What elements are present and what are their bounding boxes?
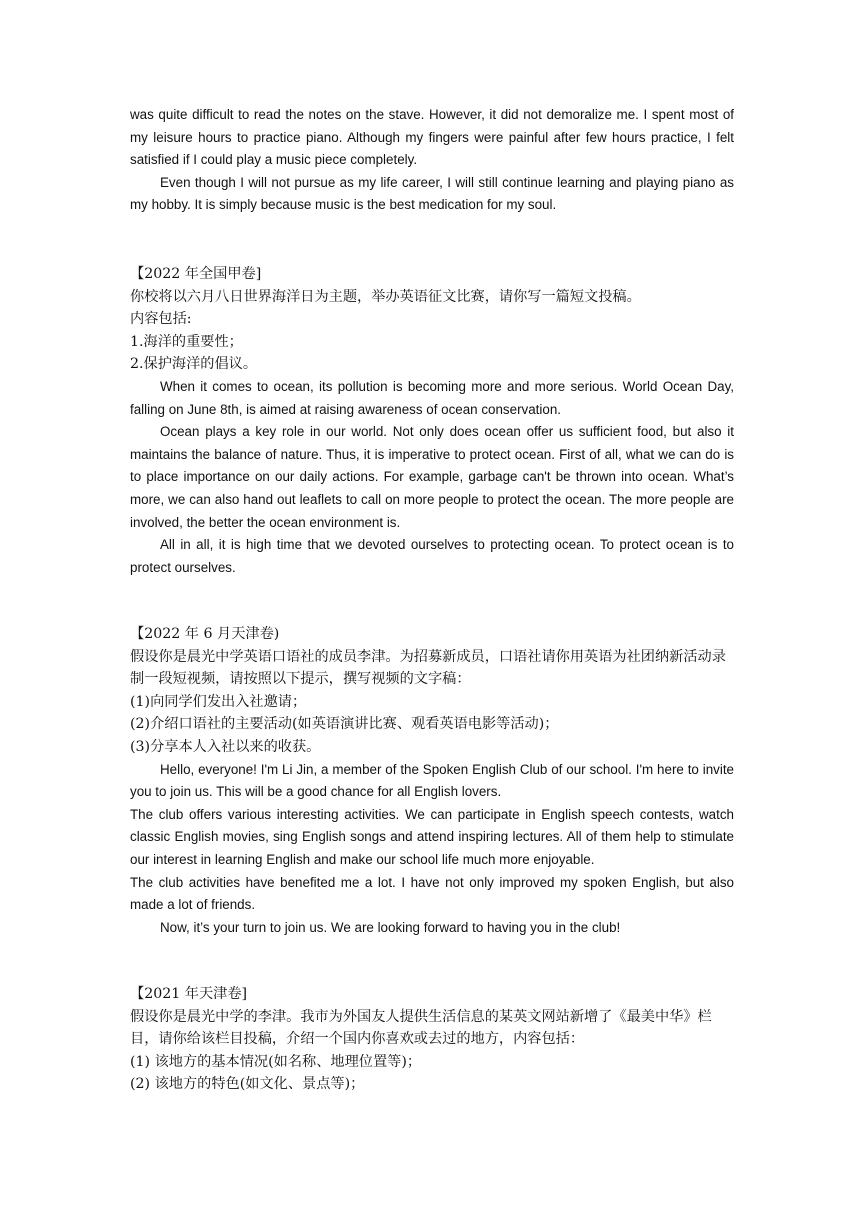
- section-header: 【2021 年天津卷]: [130, 986, 248, 1002]
- requirement-item: (2) 该地方的特色(如文化、景点等)；: [130, 1076, 365, 1093]
- task-prompt: 你校将以六月八日世界海洋日为主题，举办英语征文比赛，请你写一篇短文投稿。: [130, 288, 641, 305]
- essay-paragraph: Hello, everyone! I'm Li Jin, a member of the Spoken English Club of our school. I'm here to invite you to join us. This will be a good chance for all English lovers.: [130, 761, 734, 800]
- section-2022-june-tianjin: [130, 623, 734, 939]
- requirement-item: 1.海洋的重要性；: [130, 333, 243, 350]
- top-essay-paragraph-2: Even though I will not pursue as my life career, I will still continue learning and playing piano as my hobby. It is simply because music is the best medication for my soul.: [130, 174, 734, 213]
- task-prompt: 假设你是晨光中学英语口语社的成员李津。为招募新成员，口语社请你用英语为社团纳新活动录制一段短视频，请按照以下提示，撰写视频的文字稿：: [130, 648, 726, 688]
- section-header: 【2022 年全国甲卷]: [130, 266, 262, 282]
- essay-paragraph: The club offers various interesting activities. We can participate in English speech contests, watch classic English movies, sing English songs and attend inspiring lectures. All of them help to stimulate our interest in learning English and make our school life much more enjoyable.: [130, 806, 734, 867]
- essay-paragraph: Now, it’s your turn to join us. We are looking forward to having you in the club!: [160, 919, 621, 935]
- section-header: 【2022 年 6 月天津卷): [130, 626, 280, 642]
- requirement-item: (1) 该地方的基本情况(如名称、地理位置等)；: [130, 1053, 422, 1070]
- content-label: 内容包括:: [130, 311, 192, 328]
- requirement-item: 2.保护海洋的倡议。: [130, 356, 258, 373]
- requirement-item: (1)向同学们发出入社邀请；: [130, 693, 307, 710]
- top-essay-paragraph-1: was quite difficult to read the notes on the stave. However, it did not demoralize me. I spent most of my leisure hours to practice piano. Although my fingers were painful after few hours practice, I felt satisfied if I could play a music piece completely.: [130, 107, 734, 168]
- essay-paragraph: When it comes to ocean, its pollution is becoming more and more serious. World Ocean Day, falling on June 8th, is aimed at raising awareness of ocean conservation.: [130, 378, 734, 417]
- section-2022-national-jia: [130, 263, 734, 579]
- essay-paragraph: The club activities have benefited me a lot. I have not only improved my spoken English, but also made a lot of friends.: [130, 874, 734, 913]
- requirement-item: (3)分享本人入社以来的收获。: [130, 738, 321, 755]
- essay-paragraph: Ocean plays a key role in our world. Not only does ocean offer us sufficient food, but also it maintains the balance of nature. Thus, it is imperative to protect ocean. First of all, what we can do is to place importance on our daily actions. For example, garbage can't be thrown into ocean. What’s more, we can also hand out leaflets to call on more people to protect the ocean. The more people are involved, the better the ocean environment is.: [130, 424, 734, 530]
- essay-paragraph: All in all, it is high time that we devoted ourselves to protecting ocean. To protect ocean is to protect ourselves.: [130, 537, 734, 575]
- section-2021-tianjin: [130, 983, 734, 1096]
- task-prompt: 假设你是晨光中学的李津。我市为外国友人提供生活信息的某英文网站新增了《最美中华》栏目，请你给该栏目投稿，介绍一个国内你喜欢或去过的地方，内容包括：: [130, 1008, 712, 1048]
- top-essay: [130, 104, 734, 217]
- requirement-item: (2)介绍口语社的主要活动(如英语演讲比赛、观看英语电影等活动)；: [130, 716, 559, 733]
